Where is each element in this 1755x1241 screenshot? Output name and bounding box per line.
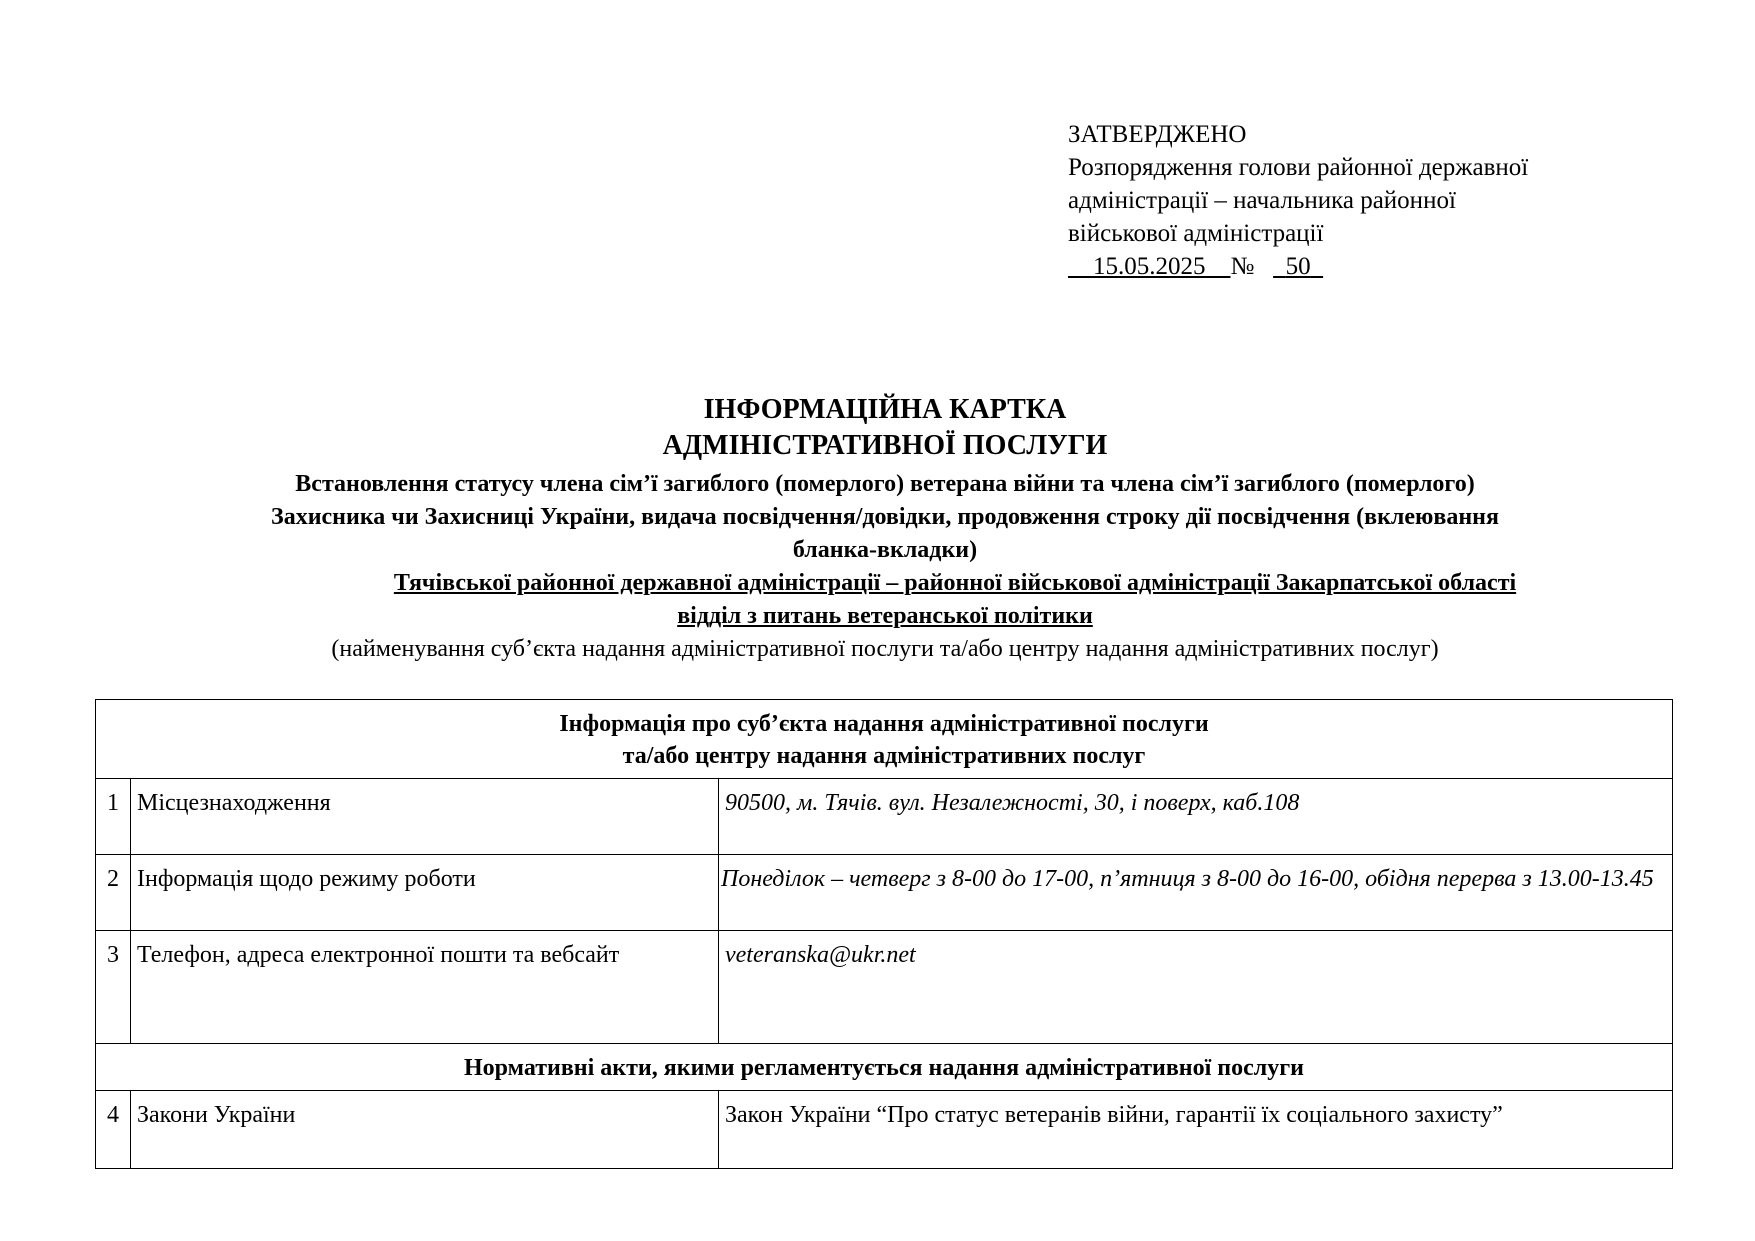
approval-line-3: військової адміністрації [1068,220,1324,247]
row-number: 2 [96,855,131,931]
document-title-line-2: АДМІНІСТРАТИВНОЇ ПОСЛУГИ [662,430,1108,461]
section-header-line-2: та/або центру надання адміністративних послуг [622,743,1146,769]
approval-line-2: адміністрації – начальника районної [1068,187,1456,214]
approval-date-line [1068,250,1528,283]
service-name-line-3: бланка-вкладки) [792,537,978,563]
approval-heading: ЗАТВЕРДЖЕНО [1068,121,1247,148]
subject-name-line-1: Тячівської районної державної адміністрації – районної військової адміністрації Закарпатської області [393,570,1517,596]
service-name-line-1: Встановлення статусу члена сім’ї загиблого (померлого) ветерана війни та члена сім’ї загиблого (померлого) [295,471,1475,497]
section-header-provider [96,700,1673,779]
approval-number-sign: № [1230,253,1255,280]
table-row [96,931,1673,1044]
section-header-normative-acts: Нормативні акти, якими регламентується надання адміністративної послуги [96,1044,1673,1091]
row-value: 90500, м. Тячів. вул. Незалежності, 30, і поверх, каб.108 [719,779,1673,855]
table-row [96,855,1673,931]
row-label: Закони України [131,1091,719,1169]
approval-stamp [1068,118,1528,283]
row-value: Закон України “Про статус ветеранів війни, гарантії їх соціального захисту” [719,1091,1673,1169]
row-number: 4 [96,1091,131,1169]
subject-name-line-2: відділ з питань ветеранської політики [677,603,1093,629]
approval-number: 50 [1285,253,1311,280]
row-label: Телефон, адреса електронної пошти та вебсайт [131,931,719,1044]
row-value: Понеділок – четверг з 8-00 до 17-00, п’ятниця з 8-00 до 16-00, обідня перерва з 13.00-13.45 [719,855,1673,931]
approval-line-1: Розпорядження голови районної державної [1068,154,1529,181]
subject-name-note: (найменування суб’єкта надання адміністративної послуги та/або центру надання адміністративних послуг) [331,636,1439,662]
approval-date: 15.05.2025 [1093,253,1206,280]
section-header-row [96,1044,1673,1091]
row-number: 1 [96,779,131,855]
document-title-block [95,392,1675,666]
table-row [96,779,1673,855]
section-header-line-1: Інформація про суб’єкта надання адміністративної послуги [559,711,1209,737]
row-label: Місцезнаходження [131,779,719,855]
row-value: veteranska@ukr.net [719,931,1673,1044]
row-number: 3 [96,931,131,1044]
info-card-table [95,699,1673,1169]
document-title-line-1: ІНФОРМАЦІЙНА КАРТКА [703,394,1067,425]
section-header-row [96,700,1673,779]
row-label: Інформація щодо режиму роботи [131,855,719,931]
service-name-line-2: Захисника чи Захисниці України, видача посвідчення/довідки, продовження строку дії посвідчення (вклеювання [271,504,1499,530]
table-row [96,1091,1673,1169]
